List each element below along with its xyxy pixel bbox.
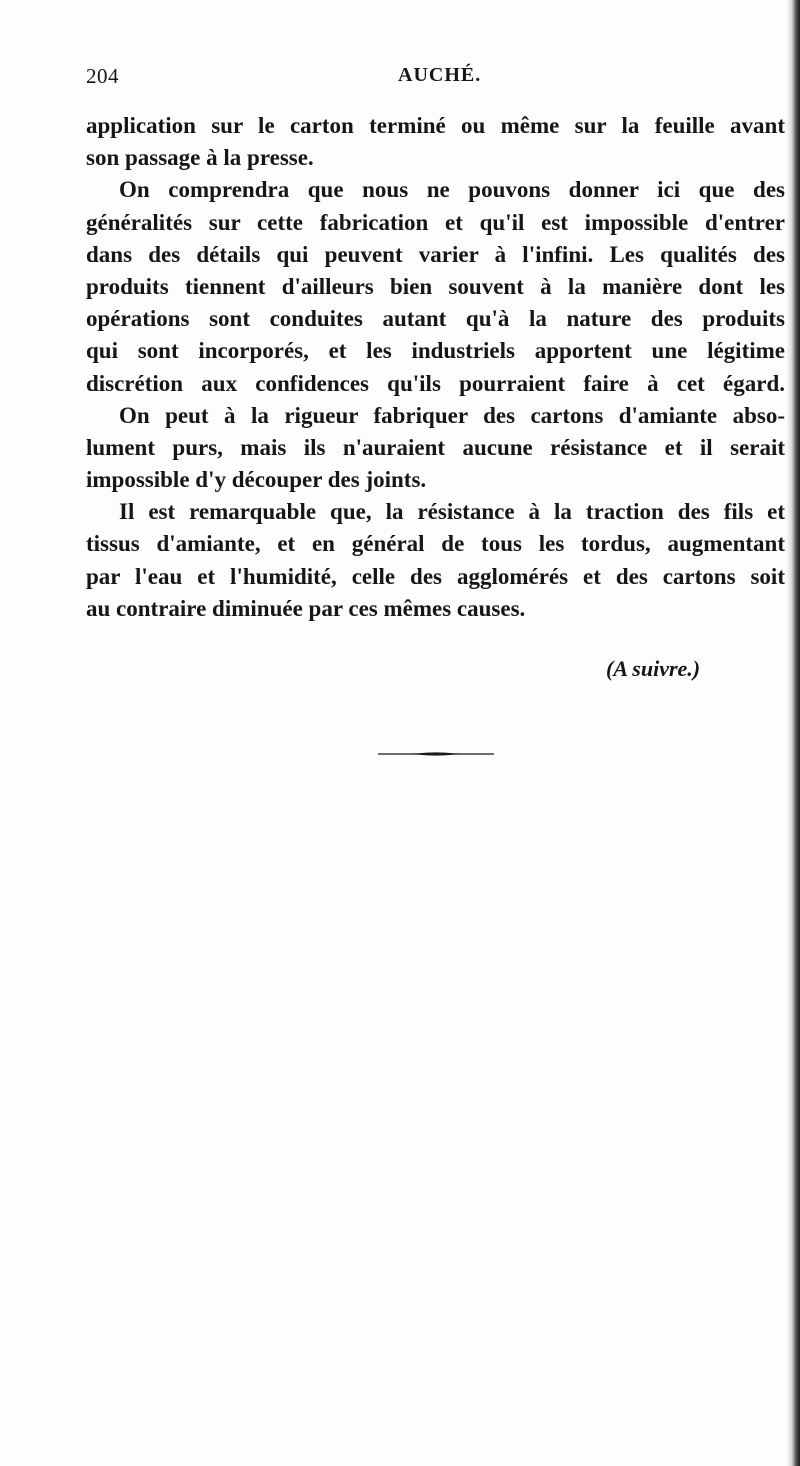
end-ornament-rule: [378, 750, 494, 758]
text-line: discrétion aux confidences qu'ils pourraient faire à cet égard.: [86, 370, 785, 396]
text-line: application sur le carton terminé ou même sur la feuille avant: [86, 113, 785, 138]
text-line: On peut à la rigueur fabriquer des cartons d'amiante abso-: [119, 402, 785, 428]
body-text: [86, 110, 785, 625]
text-line: produits tiennent d'ailleurs bien souvent à la manière dont les: [86, 273, 785, 299]
text-line: au contraire diminuée par ces mêmes causes.: [86, 595, 526, 621]
text-line: lument purs, mais ils n'auraient aucune résistance et il serait: [86, 434, 785, 460]
text-line: opérations sont conduites autant qu'à la nature des produits: [86, 306, 785, 332]
text-line: généralités sur cette fabrication et qu'il est impossible d'entrer: [86, 209, 785, 235]
text-line: impossible d'y découper des joints.: [86, 467, 427, 493]
text-line: Il est remarquable que, la résistance à la traction des fils et: [119, 499, 785, 525]
scan-edge-shadow: [786, 0, 800, 1466]
text-line: qui sont incorporés, et les industriels apportent une légitime: [86, 338, 785, 364]
text-line: dans des détails qui peuvent varier à l'infini. Les qualités des: [86, 241, 785, 267]
text-line: On comprendra que nous ne pouvons donner ici que des: [119, 177, 785, 203]
continuation-note: (A suivre.): [606, 656, 701, 681]
text-line: son passage à la presse.: [86, 145, 314, 171]
page-header: [86, 64, 716, 90]
running-head: AUCHÉ.: [398, 64, 482, 86]
page-number: 204: [86, 64, 119, 88]
text-line: tissus d'amiante, et en général de tous les tordus, augmentant: [86, 531, 785, 557]
text-line: par l'eau et l'humidité, celle des agglomérés et des cartons soit: [86, 563, 785, 589]
